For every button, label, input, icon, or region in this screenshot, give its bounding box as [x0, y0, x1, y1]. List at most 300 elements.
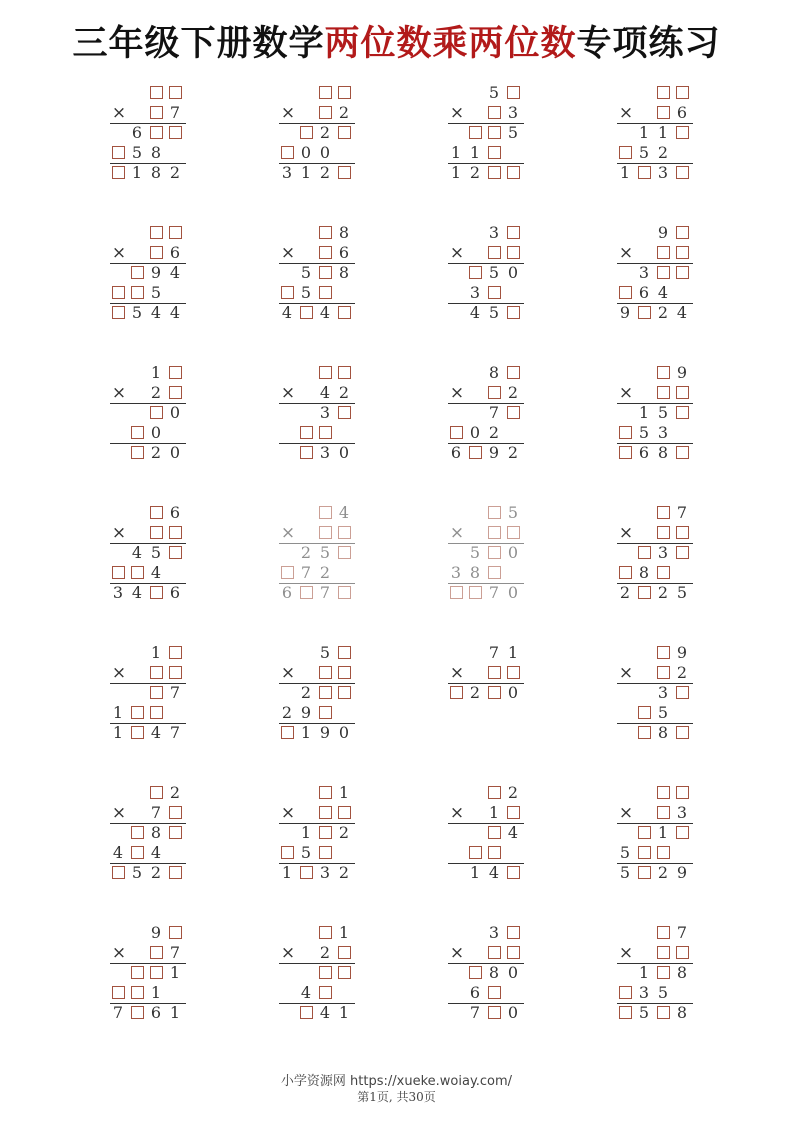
answer-box[interactable]: [469, 126, 482, 139]
answer-box[interactable]: [657, 366, 670, 379]
digit: 0: [507, 1003, 519, 1022]
rule-line: [110, 123, 186, 124]
answer-box[interactable]: [131, 266, 144, 279]
answer-box[interactable]: [657, 666, 670, 679]
answer-box[interactable]: [507, 226, 520, 239]
answer-box[interactable]: [131, 446, 144, 459]
answer-box[interactable]: [150, 106, 163, 119]
digit: 4: [131, 583, 143, 602]
answer-box[interactable]: [131, 286, 144, 299]
answer-box[interactable]: [507, 666, 520, 679]
digit: 7: [488, 583, 500, 602]
answer-box[interactable]: [169, 526, 182, 539]
answer-box[interactable]: [300, 1006, 313, 1019]
rule-line: [279, 303, 355, 304]
answer-box[interactable]: [488, 666, 501, 679]
digit: 4: [169, 303, 181, 322]
answer-box[interactable]: [281, 146, 294, 159]
answer-box[interactable]: [169, 366, 182, 379]
answer-box[interactable]: [150, 86, 163, 99]
answer-box[interactable]: [169, 86, 182, 99]
answer-box[interactable]: [657, 526, 670, 539]
answer-box[interactable]: [112, 146, 125, 159]
answer-box[interactable]: [488, 126, 501, 139]
rule-line: [279, 683, 355, 684]
digit: 9: [619, 303, 631, 322]
answer-box[interactable]: [676, 826, 689, 839]
digit: 1: [169, 963, 181, 982]
answer-box[interactable]: [319, 786, 332, 799]
answer-box[interactable]: [676, 686, 689, 699]
answer-box[interactable]: [657, 946, 670, 959]
answer-box[interactable]: [319, 846, 332, 859]
problem-6: [279, 223, 379, 333]
problem-26: [279, 923, 379, 1033]
answer-box[interactable]: [150, 226, 163, 239]
digit: 5: [131, 863, 143, 882]
digit: 8: [488, 363, 500, 382]
answer-box[interactable]: [131, 826, 144, 839]
answer-box[interactable]: [319, 666, 332, 679]
rule-line: [448, 303, 524, 304]
digit: 1: [638, 123, 650, 142]
digit: 1: [488, 803, 500, 822]
digit: 0: [338, 443, 350, 462]
answer-box[interactable]: [638, 866, 651, 879]
problem-21: [110, 783, 210, 893]
digit: 3: [657, 163, 669, 182]
answer-box[interactable]: [657, 646, 670, 659]
digit: 0: [469, 423, 481, 442]
answer-box[interactable]: [657, 566, 670, 579]
times-sign: ×: [111, 243, 127, 263]
digit: 4: [657, 283, 669, 302]
answer-box[interactable]: [676, 526, 689, 539]
answer-box[interactable]: [169, 926, 182, 939]
digit: 8: [638, 563, 650, 582]
answer-box[interactable]: [488, 566, 501, 579]
answer-box[interactable]: [507, 946, 520, 959]
answer-box[interactable]: [488, 106, 501, 119]
answer-box[interactable]: [169, 546, 182, 559]
answer-box[interactable]: [507, 406, 520, 419]
answer-box[interactable]: [488, 286, 501, 299]
answer-box[interactable]: [150, 686, 163, 699]
answer-box[interactable]: [131, 566, 144, 579]
answer-box[interactable]: [169, 806, 182, 819]
answer-box[interactable]: [338, 666, 351, 679]
footer-site: 小学资源网 https://xueke.woiay.com/: [280, 1074, 513, 1089]
answer-box[interactable]: [169, 226, 182, 239]
footer-page-number: 第1页, 共30页: [357, 1090, 436, 1104]
answer-box[interactable]: [657, 266, 670, 279]
answer-box[interactable]: [112, 866, 125, 879]
answer-box[interactable]: [338, 366, 351, 379]
answer-box[interactable]: [619, 286, 632, 299]
answer-box[interactable]: [338, 946, 351, 959]
problem-1: [110, 83, 210, 193]
digit: 9: [150, 923, 162, 942]
answer-box[interactable]: [131, 846, 144, 859]
answer-box[interactable]: [676, 226, 689, 239]
times-sign: ×: [618, 803, 634, 823]
answer-box[interactable]: [638, 706, 651, 719]
digit: 1: [300, 823, 312, 842]
answer-box[interactable]: [150, 126, 163, 139]
digit: 0: [507, 583, 519, 602]
digit: 4: [150, 563, 162, 582]
answer-box[interactable]: [281, 846, 294, 859]
answer-box[interactable]: [676, 546, 689, 559]
answer-box[interactable]: [657, 386, 670, 399]
answer-box[interactable]: [112, 566, 125, 579]
answer-box[interactable]: [488, 986, 501, 999]
answer-box[interactable]: [169, 386, 182, 399]
answer-box[interactable]: [657, 1006, 670, 1019]
rule-line: [617, 583, 693, 584]
answer-box[interactable]: [657, 926, 670, 939]
answer-box[interactable]: [450, 586, 463, 599]
rule-line: [448, 583, 524, 584]
answer-box[interactable]: [319, 426, 332, 439]
answer-box[interactable]: [507, 366, 520, 379]
answer-box[interactable]: [657, 246, 670, 259]
answer-box[interactable]: [281, 566, 294, 579]
answer-box[interactable]: [281, 726, 294, 739]
answer-box[interactable]: [488, 786, 501, 799]
answer-box[interactable]: [112, 166, 125, 179]
times-sign: ×: [111, 103, 127, 123]
answer-box[interactable]: [488, 166, 501, 179]
answer-box[interactable]: [319, 506, 332, 519]
answer-box[interactable]: [338, 546, 351, 559]
answer-box[interactable]: [619, 446, 632, 459]
problem-25: [110, 923, 210, 1033]
times-sign: ×: [280, 523, 296, 543]
answer-box[interactable]: [150, 966, 163, 979]
answer-box[interactable]: [676, 386, 689, 399]
answer-box[interactable]: [338, 306, 351, 319]
answer-box[interactable]: [488, 146, 501, 159]
digit: 2: [319, 123, 331, 142]
times-sign: ×: [449, 383, 465, 403]
answer-box[interactable]: [676, 446, 689, 459]
digit: 5: [150, 283, 162, 302]
answer-box[interactable]: [488, 826, 501, 839]
rule-line: [279, 963, 355, 964]
answer-box[interactable]: [300, 426, 313, 439]
answer-box[interactable]: [638, 546, 651, 559]
answer-box[interactable]: [319, 806, 332, 819]
digit: 2: [469, 683, 481, 702]
answer-box[interactable]: [131, 706, 144, 719]
answer-box[interactable]: [469, 846, 482, 859]
digit: 9: [676, 643, 688, 662]
answer-box[interactable]: [507, 306, 520, 319]
answer-box[interactable]: [319, 366, 332, 379]
problem-20: [617, 643, 717, 753]
digit: 4: [281, 303, 293, 322]
answer-box[interactable]: [638, 726, 651, 739]
answer-box[interactable]: [488, 946, 501, 959]
answer-box[interactable]: [619, 986, 632, 999]
answer-box[interactable]: [676, 86, 689, 99]
answer-box[interactable]: [469, 446, 482, 459]
digit: 2: [488, 423, 500, 442]
digit: 2: [657, 143, 669, 162]
digit: 5: [676, 583, 688, 602]
problem-15: [448, 503, 548, 613]
digit: 1: [450, 163, 462, 182]
digit: 7: [319, 583, 331, 602]
answer-box[interactable]: [488, 1006, 501, 1019]
rule-line: [110, 683, 186, 684]
digit: 1: [150, 643, 162, 662]
answer-box[interactable]: [300, 866, 313, 879]
answer-box[interactable]: [488, 546, 501, 559]
answer-box[interactable]: [469, 966, 482, 979]
answer-box[interactable]: [657, 786, 670, 799]
answer-box[interactable]: [676, 126, 689, 139]
answer-box[interactable]: [676, 246, 689, 259]
problem-17: [110, 643, 210, 753]
digit: 2: [657, 863, 669, 882]
times-sign: ×: [449, 663, 465, 683]
digit: 8: [150, 823, 162, 842]
answer-box[interactable]: [131, 726, 144, 739]
answer-box[interactable]: [638, 166, 651, 179]
answer-box[interactable]: [319, 286, 332, 299]
answer-box[interactable]: [488, 246, 501, 259]
rule-line: [279, 723, 355, 724]
digit: 2: [169, 163, 181, 182]
digit: 6: [450, 443, 462, 462]
answer-box[interactable]: [338, 126, 351, 139]
answer-box[interactable]: [150, 786, 163, 799]
answer-box[interactable]: [638, 306, 651, 319]
answer-box[interactable]: [319, 826, 332, 839]
answer-box[interactable]: [150, 526, 163, 539]
rule-line: [448, 963, 524, 964]
answer-box[interactable]: [638, 586, 651, 599]
times-sign: ×: [449, 523, 465, 543]
rule-line: [279, 123, 355, 124]
rule-line: [110, 863, 186, 864]
answer-box[interactable]: [338, 646, 351, 659]
answer-box[interactable]: [638, 826, 651, 839]
times-sign: ×: [280, 243, 296, 263]
digit: 3: [450, 563, 462, 582]
digit: 2: [319, 943, 331, 962]
answer-box[interactable]: [281, 286, 294, 299]
answer-box[interactable]: [338, 526, 351, 539]
answer-box[interactable]: [300, 586, 313, 599]
digit: 9: [488, 443, 500, 462]
answer-box[interactable]: [150, 666, 163, 679]
answer-box[interactable]: [150, 586, 163, 599]
digit: 4: [507, 823, 519, 842]
answer-box[interactable]: [507, 246, 520, 259]
answer-box[interactable]: [450, 426, 463, 439]
answer-box[interactable]: [507, 866, 520, 879]
digit: 2: [150, 383, 162, 402]
answer-box[interactable]: [319, 246, 332, 259]
answer-box[interactable]: [319, 226, 332, 239]
digit: 2: [338, 823, 350, 842]
digit: 5: [638, 1003, 650, 1022]
answer-box[interactable]: [507, 166, 520, 179]
answer-box[interactable]: [676, 266, 689, 279]
answer-box[interactable]: [338, 586, 351, 599]
answer-box[interactable]: [657, 106, 670, 119]
answer-box[interactable]: [507, 86, 520, 99]
answer-box[interactable]: [150, 706, 163, 719]
digit: 5: [638, 143, 650, 162]
answer-box[interactable]: [676, 946, 689, 959]
answer-box[interactable]: [150, 506, 163, 519]
rule-line: [448, 163, 524, 164]
digit: 5: [638, 423, 650, 442]
answer-box[interactable]: [338, 166, 351, 179]
digit: 2: [338, 863, 350, 882]
answer-box[interactable]: [131, 426, 144, 439]
answer-box[interactable]: [676, 726, 689, 739]
answer-box[interactable]: [169, 826, 182, 839]
times-sign: ×: [280, 803, 296, 823]
rule-line: [617, 123, 693, 124]
answer-box[interactable]: [131, 1006, 144, 1019]
digit: 0: [300, 143, 312, 162]
answer-box[interactable]: [131, 986, 144, 999]
problem-23: [448, 783, 548, 893]
answer-box[interactable]: [488, 526, 501, 539]
answer-box[interactable]: [450, 686, 463, 699]
answer-box[interactable]: [338, 966, 351, 979]
answer-box[interactable]: [319, 266, 332, 279]
answer-box[interactable]: [300, 446, 313, 459]
digit: 1: [112, 723, 124, 742]
digit: 1: [338, 923, 350, 942]
answer-box[interactable]: [488, 846, 501, 859]
answer-box[interactable]: [338, 806, 351, 819]
answer-box[interactable]: [469, 586, 482, 599]
answer-box[interactable]: [150, 406, 163, 419]
answer-box[interactable]: [319, 106, 332, 119]
answer-box[interactable]: [319, 86, 332, 99]
times-sign: ×: [280, 663, 296, 683]
digit: 3: [488, 923, 500, 942]
digit: 5: [319, 643, 331, 662]
answer-box[interactable]: [338, 686, 351, 699]
rule-line: [110, 723, 186, 724]
answer-box[interactable]: [169, 666, 182, 679]
rule-line: [617, 863, 693, 864]
answer-box[interactable]: [338, 86, 351, 99]
answer-box[interactable]: [507, 806, 520, 819]
answer-box[interactable]: [507, 526, 520, 539]
answer-box[interactable]: [676, 406, 689, 419]
answer-box[interactable]: [657, 966, 670, 979]
digit: 0: [507, 543, 519, 562]
answer-box[interactable]: [507, 926, 520, 939]
answer-box[interactable]: [112, 286, 125, 299]
answer-box[interactable]: [319, 986, 332, 999]
digit: 0: [507, 963, 519, 982]
answer-box[interactable]: [619, 426, 632, 439]
problem-18: [279, 643, 379, 753]
answer-box[interactable]: [169, 126, 182, 139]
digit: 2: [150, 443, 162, 462]
problem-22: [279, 783, 379, 893]
answer-box[interactable]: [657, 86, 670, 99]
answer-box[interactable]: [638, 846, 651, 859]
answer-box[interactable]: [619, 566, 632, 579]
digit: 5: [619, 863, 631, 882]
digit: 2: [169, 783, 181, 802]
digit: 5: [507, 503, 519, 522]
answer-box[interactable]: [319, 926, 332, 939]
digit: 3: [319, 443, 331, 462]
answer-box[interactable]: [319, 686, 332, 699]
digit: 4: [676, 303, 688, 322]
answer-box[interactable]: [169, 866, 182, 879]
digit: 1: [300, 723, 312, 742]
answer-box[interactable]: [150, 246, 163, 259]
digit: 3: [319, 863, 331, 882]
answer-box[interactable]: [169, 646, 182, 659]
answer-box[interactable]: [488, 686, 501, 699]
digit: 3: [657, 683, 669, 702]
digit: 1: [450, 143, 462, 162]
digit: 2: [319, 163, 331, 182]
answer-box[interactable]: [657, 506, 670, 519]
answer-box[interactable]: [619, 146, 632, 159]
answer-box[interactable]: [319, 526, 332, 539]
answer-box[interactable]: [112, 986, 125, 999]
answer-box[interactable]: [676, 166, 689, 179]
title-part1: 三年级下册数学: [72, 24, 325, 64]
digit: 1: [300, 163, 312, 182]
answer-box[interactable]: [112, 306, 125, 319]
rule-line: [110, 303, 186, 304]
title-part3: 专项练习: [576, 24, 721, 64]
answer-box[interactable]: [319, 706, 332, 719]
answer-box[interactable]: [657, 846, 670, 859]
answer-box[interactable]: [619, 1006, 632, 1019]
answer-box[interactable]: [657, 806, 670, 819]
digit: 1: [638, 403, 650, 422]
answer-box[interactable]: [300, 306, 313, 319]
answer-box[interactable]: [319, 966, 332, 979]
digit: 4: [319, 383, 331, 402]
answer-box[interactable]: [469, 266, 482, 279]
answer-box[interactable]: [300, 126, 313, 139]
digit: 5: [657, 703, 669, 722]
answer-box[interactable]: [488, 506, 501, 519]
answer-box[interactable]: [131, 966, 144, 979]
answer-box[interactable]: [150, 946, 163, 959]
digit: 3: [657, 543, 669, 562]
answer-box[interactable]: [676, 786, 689, 799]
rule-line: [279, 443, 355, 444]
digit: 1: [657, 823, 669, 842]
digit: 9: [300, 703, 312, 722]
answer-box[interactable]: [338, 406, 351, 419]
digit: 2: [657, 303, 669, 322]
digit: 8: [657, 723, 669, 742]
digit: 1: [638, 963, 650, 982]
answer-box[interactable]: [488, 386, 501, 399]
